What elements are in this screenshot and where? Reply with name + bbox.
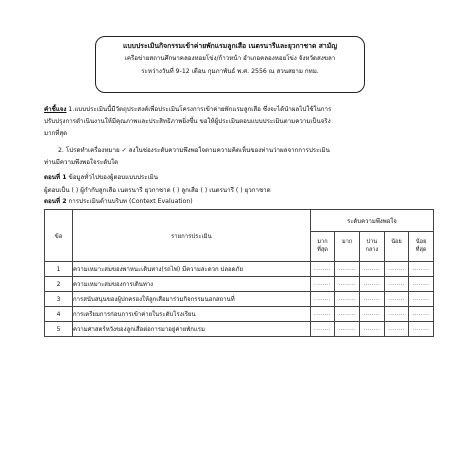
instruction-line-1: คำชี้แจง 1.แบบประเมินนี้มีวัตถุประสงค์เพื่อประเมินโครงการเข้าค่ายพักแรมลูกเสือ ซึ่งจะได้นำผลไปใช้ในการ	[44, 106, 332, 113]
document-title: แบบประเมินกิจกรรมเข้าค่ายพักแรมลูกเสือ เนตรนารีและยุวกาชาด สามัญ	[122, 42, 338, 50]
rating-cell[interactable]: ........	[310, 262, 335, 277]
rating-cell[interactable]: ........	[384, 307, 409, 322]
rating-cell[interactable]: ........	[359, 292, 384, 307]
row-number: 5	[45, 322, 73, 337]
organization-line: เครือข่ายสถานศึกษาคลองหอยโข่ง/ก้าวหน้า อำเภอคลองหอยโข่ง จังหวัดสงขลา	[124, 55, 336, 62]
part2-label: ตอนที่ 2	[44, 198, 67, 205]
rating-cell[interactable]: ........	[409, 292, 434, 307]
rating-cell[interactable]: ........	[384, 292, 409, 307]
header-item: รายการประเมิน	[73, 210, 311, 262]
rating-cell[interactable]: ........	[409, 307, 434, 322]
row-item: ความเหมาะสมของการเดินทาง	[73, 277, 311, 292]
rating-cell[interactable]: ........	[384, 322, 409, 337]
instruction-line-2: ปรับปรุงการดำเนินงานให้มีคุณภาพและประสิทธิภาพยิ่งขึ้น ขอให้ผู้ประเมินตอบแบบประเมินตามความเป็นจริง	[44, 118, 331, 125]
level-header-1: มาก ที่สุด	[310, 232, 335, 262]
rating-cell[interactable]: ........	[359, 307, 384, 322]
rating-cell[interactable]: ........	[335, 322, 360, 337]
rating-cell[interactable]: ........	[335, 307, 360, 322]
level-header-4: น้อย	[384, 232, 409, 262]
instruction-label: คำชี้แจง	[44, 106, 67, 113]
evaluation-table	[44, 209, 434, 337]
rating-cell[interactable]: ........	[310, 307, 335, 322]
row-number: 1	[45, 262, 73, 277]
part1-heading: ตอนที่ 1 ข้อมูลทั่วไปของผู้ตอบแบบประเมิน	[44, 174, 158, 181]
table-row	[45, 292, 434, 307]
row-number: 2	[45, 277, 73, 292]
respondent-options: ผู้ตอบเป็น ( ) ผู้กำกับลูกเสือ เนตรนารี ยุวกาชาด ( ) ลูกเสือ ( ) เนตรนารี ( ) ยุวกาชาด	[44, 187, 271, 194]
table-body	[45, 262, 434, 337]
row-item: การสนับสนุนของผู้ปกครองให้ลูกเสือมาร่วมกิจกรรมนอกสถานที่	[73, 292, 311, 307]
table-row	[45, 307, 434, 322]
row-number: 4	[45, 307, 73, 322]
rating-cell[interactable]: ........	[409, 262, 434, 277]
rating-cell[interactable]: ........	[384, 262, 409, 277]
table-row	[45, 277, 434, 292]
rating-cell[interactable]: ........	[310, 292, 335, 307]
rating-cell[interactable]: ........	[335, 292, 360, 307]
rating-cell[interactable]: ........	[409, 322, 434, 337]
row-item: ความเหมาะสมของพาหนะเดินทาง(รถไฟ) มีความสะดวก ปลอดภัย	[73, 262, 311, 277]
rating-cell[interactable]: ........	[310, 277, 335, 292]
rating-cell[interactable]: ........	[359, 277, 384, 292]
instruction-line-4: 2. โปรดทำเครื่องหมาย ✓ ลงในช่องระดับความพึงพอใจตามความคิดเห็นของท่านว่าผลจากการประเมิน	[58, 147, 330, 154]
rating-cell[interactable]: ........	[359, 262, 384, 277]
header-box	[95, 36, 365, 93]
table-row	[45, 322, 434, 337]
row-item: การเตรียมการก่อนการเข้าค่ายในระดับโรงเรียน	[73, 307, 311, 322]
part1-label: ตอนที่ 1	[44, 174, 67, 181]
date-line: ระหว่างวันที่ 9-12 เดือน กุมภาพันธ์ พ.ศ. 2556 ณ สวนสยาม กทม.	[141, 68, 319, 75]
part2-heading: ตอนที่ 2 การประเมินด้านบริบท (Context Evaluation)	[44, 198, 193, 205]
rating-cell[interactable]: ........	[335, 277, 360, 292]
table-row	[45, 262, 434, 277]
header-satisfaction-level: ระดับความพึงพอใจ	[310, 210, 433, 232]
header-no: ข้อ	[45, 210, 73, 262]
rating-cell[interactable]: ........	[335, 262, 360, 277]
row-item: ความศาสตร์หวังของลูกเสือต่อการมาอยู่ค่ายพักแรม	[73, 322, 311, 337]
rating-cell[interactable]: ........	[359, 322, 384, 337]
level-header-5: น้อย ที่สุด	[409, 232, 434, 262]
level-header-3: ปาน กลาง	[359, 232, 384, 262]
rating-cell[interactable]: ........	[384, 277, 409, 292]
rating-cell[interactable]: ........	[310, 322, 335, 337]
instruction-line-3: มากที่สุด	[44, 130, 68, 137]
rating-cell[interactable]: ........	[409, 277, 434, 292]
level-header-2: มาก	[335, 232, 360, 262]
row-number: 3	[45, 292, 73, 307]
instruction-line-5: ท่านมีความพึงพอใจระดับใด	[44, 159, 119, 166]
